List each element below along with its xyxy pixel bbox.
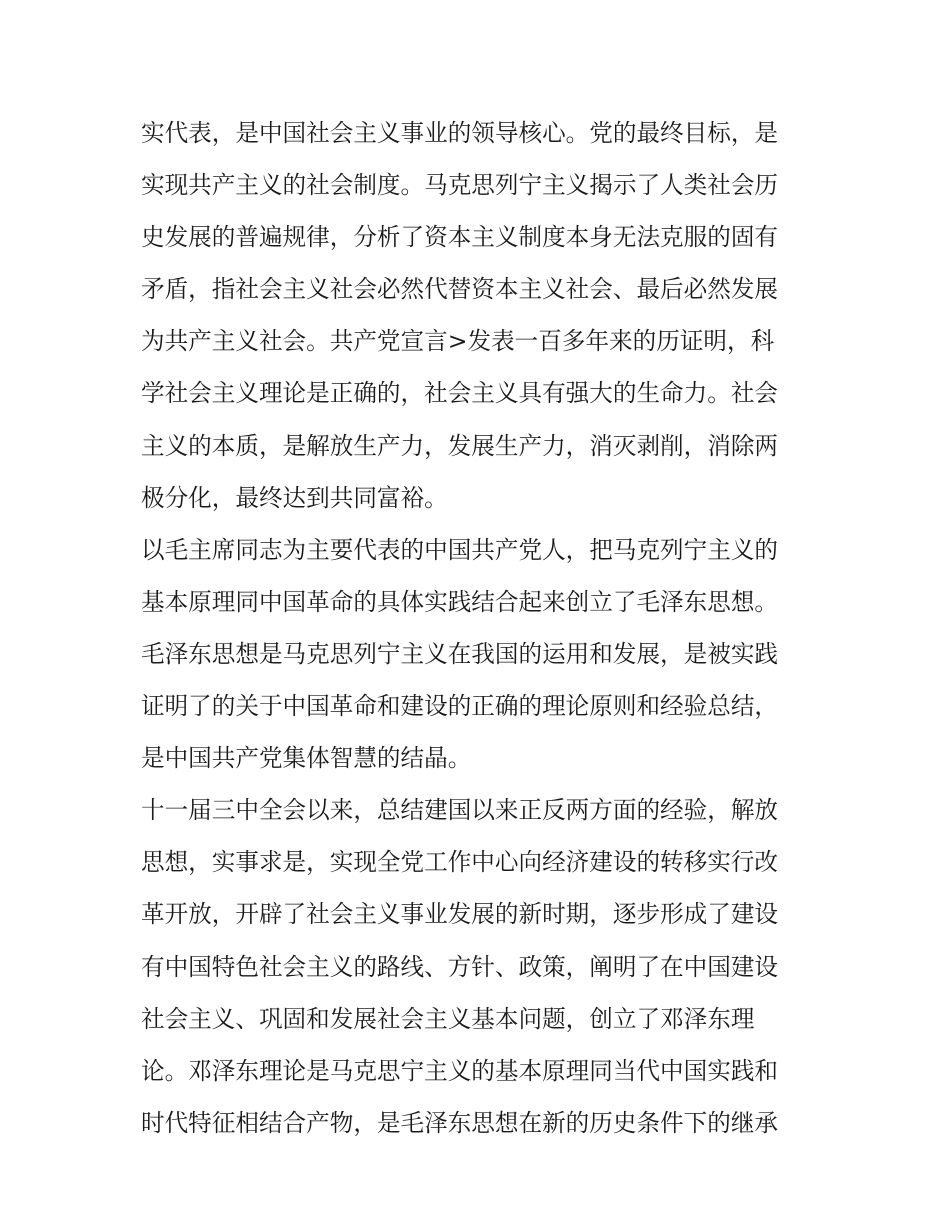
text-line: 是中国共产党集体智慧的结晶。 [141, 744, 472, 773]
text-line: 十一届三中全会以来，总结建国以来正反两方面的经验，解放 [141, 796, 779, 825]
text-line: 证明了的关于中国革命和建设的正确的理论原则和经验总结， [141, 692, 779, 721]
text-line: 革开放，开辟了社会主义事业发展的新时期，逐步形成了建设 [141, 900, 779, 929]
text-line: 实代表，是中国社会主义事业的领导核心。党的最终目标，是 [141, 119, 779, 147]
text-line: 实现共产主义的社会制度。马克思列宁主义揭示了人类社会历 [141, 171, 779, 200]
text-line: 社会主义、巩固和发展社会主义基本问题，创立了邓泽东理 [141, 1004, 755, 1033]
text-line: 思想，实事求是，实现全党工作中心向经济建设的转移实行改 [141, 848, 779, 877]
text-line: 毛泽东思想是马克思列宁主义在我国的运用和发展，是被实践 [141, 639, 779, 668]
text-line: 时代特征相结合产物，是毛泽东思想在新的历史条件下的继承 [141, 1108, 779, 1137]
text-line: 矛盾，指社会主义社会必然代替资本主义社会、最后必然发展 [141, 275, 779, 304]
text-line: 主义的本质，是解放生产力，发展生产力，消灭剥削，消除两 [141, 431, 779, 460]
text-line: 基本原理同中国革命的具体实践结合起来创立了毛泽东思想。 [141, 587, 779, 616]
text-line: 学社会主义理论是正确的，社会主义具有强大的生命力。社会 [141, 379, 779, 408]
document-body [141, 107, 821, 1149]
text-line: 为共产主义社会。共产党宣言>发表一百多年来的历证明，科 [141, 327, 775, 356]
text-line: 有中国特色社会主义的路线、方针、政策，阐明了在中国建设 [141, 952, 779, 981]
text-line: 极分化，最终达到共同富裕。 [141, 483, 448, 512]
text-line: 史发展的普遍规律，分析了资本主义制度本身无法克服的固有 [141, 223, 779, 252]
text-line: 以毛主席同志为主要代表的中国共产党人，把马克列宁主义的 [141, 535, 779, 564]
text-line: 论。邓泽东理论是马克思宁主义的基本原理同当代中国实践和 [141, 1056, 779, 1085]
